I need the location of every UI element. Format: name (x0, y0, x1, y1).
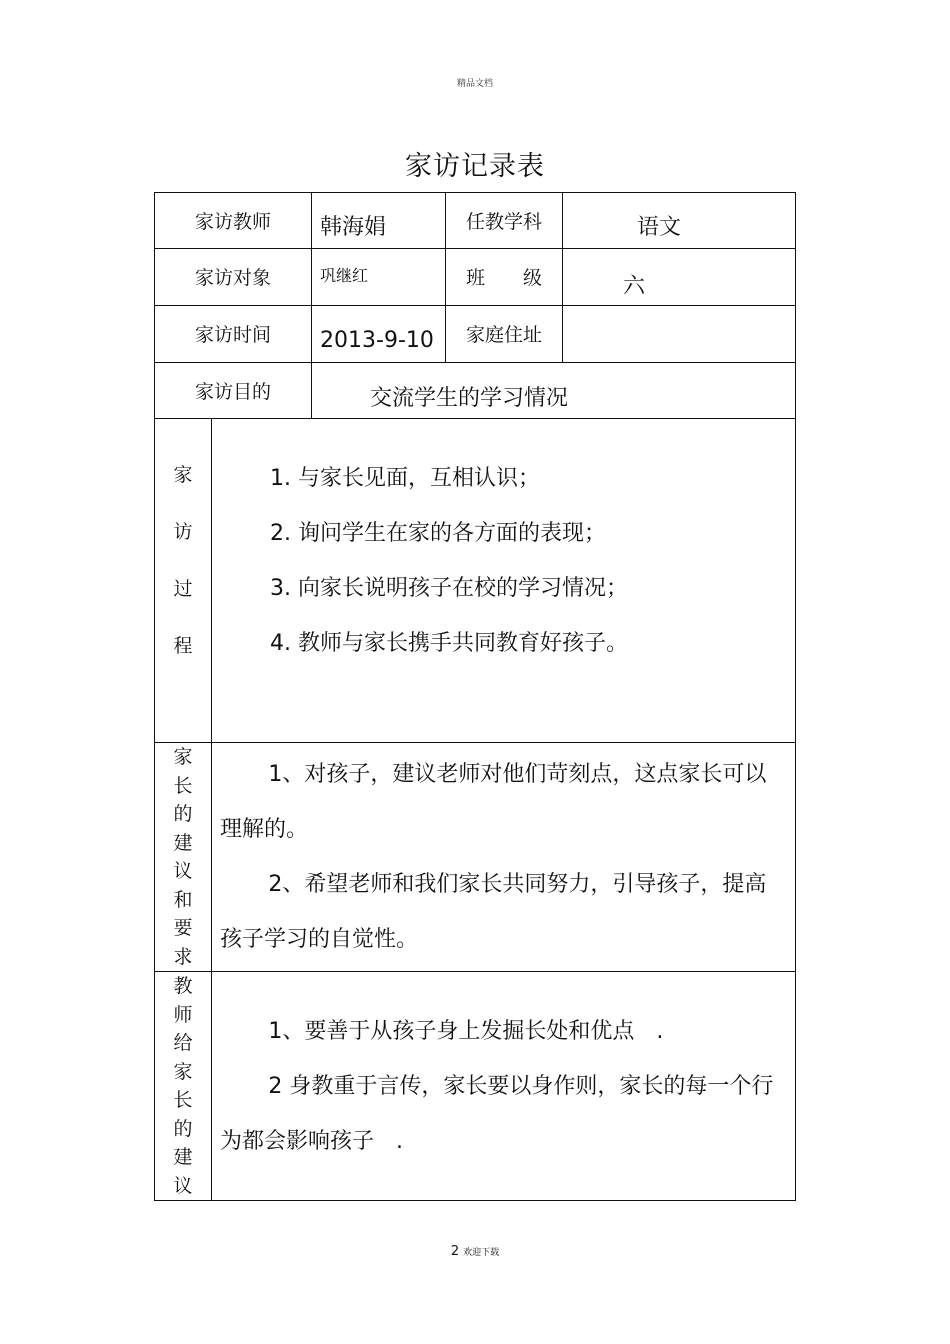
parent-label-char: 和 (173, 888, 193, 911)
teacher-label-char: 家 (173, 1060, 193, 1083)
target-value: 巩继红 (312, 249, 446, 306)
purpose-label: 家访目的 (155, 363, 312, 419)
class-value: 六 (563, 249, 796, 306)
parent-label-char: 的 (173, 803, 193, 825)
teacher-label-char: 的 (173, 1117, 193, 1140)
teacher-label: 家访教师 (155, 193, 312, 249)
row-teacher (155, 193, 796, 249)
teacher-suggestion-item: 1、要善于从孩子身上发掘长处和优点 . (268, 1018, 664, 1044)
address-value (563, 306, 796, 363)
class-label: 班 级 (446, 249, 563, 306)
teacher-value: 韩海娟 (312, 193, 446, 249)
teacher-suggestions-label (155, 972, 212, 1201)
process-label-char: 过 (173, 577, 193, 600)
parent-suggestion-item: 2、希望老师和我们家长共同努力，引导孩子，提高孩子学习的自觉性。 (220, 872, 767, 952)
process-label-char: 访 (173, 520, 193, 543)
process-item: 4. 教师与家长携手共同教育好孩子。 (270, 630, 628, 656)
row-process (155, 419, 796, 743)
teacher-label-char: 教 (173, 975, 193, 997)
subject-value: 语文 (563, 193, 796, 249)
teacher-suggestion-item: 2 身教重于言传，家长要以身作则，家长的每一个行为都会影响孩子 . (220, 1073, 774, 1154)
page-number: 2 (450, 1244, 460, 1259)
page-title: 家访记录表 (405, 151, 545, 182)
parent-label-char: 长 (173, 774, 193, 797)
visit-record-table (154, 192, 796, 1201)
page-footer (0, 1244, 950, 1259)
row-teacher-suggestions (155, 972, 796, 1201)
purpose-value: 交流学生的学习情况 (312, 363, 796, 419)
teacher-label-char: 给 (173, 1032, 193, 1054)
teacher-label-char: 建 (173, 1146, 193, 1168)
parent-label-char: 求 (173, 945, 193, 968)
footer-text: 欢迎下载 (463, 1248, 500, 1258)
parent-suggestions-label (155, 743, 212, 972)
process-item: 2. 询问学生在家的各方面的表现； (270, 520, 606, 546)
row-purpose (155, 363, 796, 419)
teacher-label-char: 议 (173, 1174, 193, 1197)
parent-label-char: 建 (173, 831, 193, 854)
time-label: 家访时间 (155, 306, 312, 363)
parent-suggestions-content (212, 743, 796, 972)
process-label-char: 家 (173, 463, 193, 486)
parent-label-char: 议 (173, 860, 193, 882)
address-label: 家庭住址 (446, 306, 563, 363)
parent-label-char: 家 (173, 746, 193, 768)
time-value: 2013-9-10 (312, 306, 446, 363)
process-item: 3. 向家长说明孩子在校的学习情况； (270, 575, 628, 601)
subject-label: 任教学科 (446, 193, 563, 249)
row-target (155, 249, 796, 306)
process-label (155, 419, 212, 743)
parent-suggestion-item: 1、对孩子，建议老师对他们苛刻点，这点家长可以理解的。 (220, 762, 767, 842)
process-item: 1. 与家长见面，互相认识； (270, 465, 540, 491)
teacher-label-char: 长 (173, 1089, 193, 1111)
process-label-char: 程 (173, 634, 193, 657)
row-time (155, 306, 796, 363)
header-note: 精品文档 (456, 79, 493, 89)
row-parent-suggestions (155, 743, 796, 972)
parent-label-char: 要 (173, 917, 193, 939)
target-label: 家访对象 (155, 249, 312, 306)
teacher-suggestions-content (212, 972, 796, 1201)
teacher-label-char: 师 (173, 1003, 193, 1026)
process-content (212, 419, 796, 743)
